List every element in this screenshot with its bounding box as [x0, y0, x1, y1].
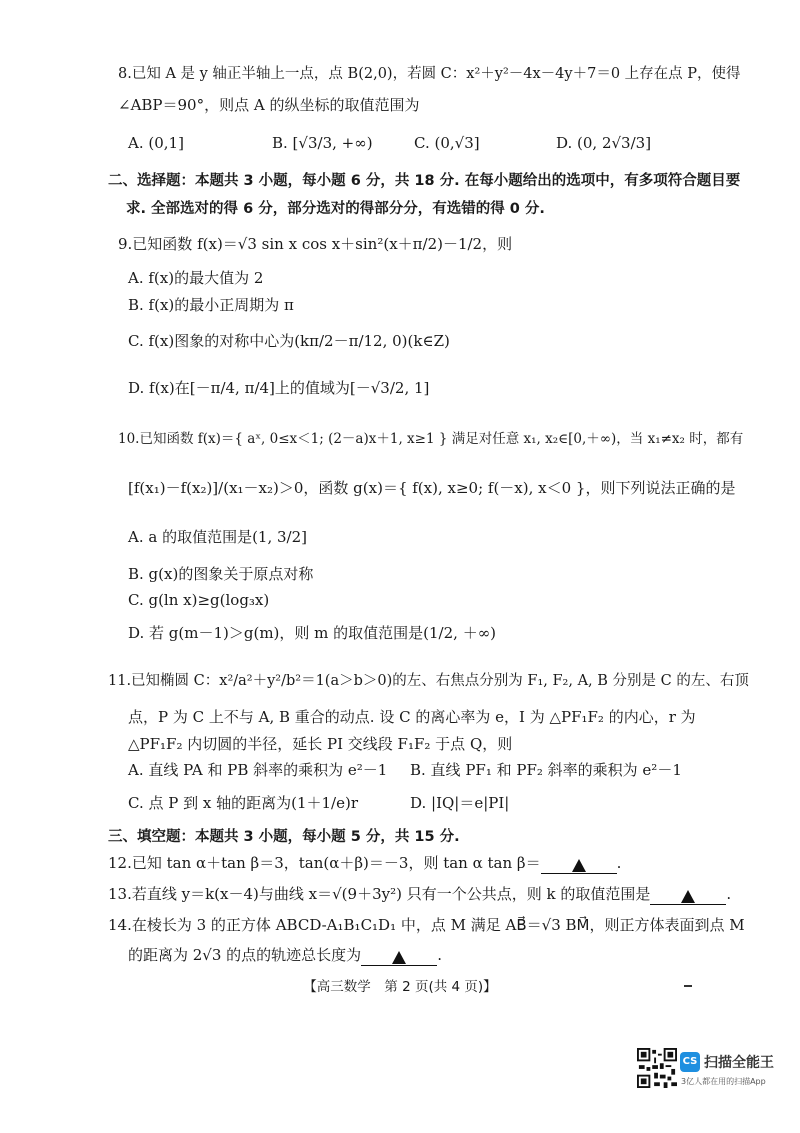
q10-stem-line2: [f(x₁)－f(x₂)]/(x₁－x₂)＞0，函数 g(x)＝{ f(x), x≥0; f(－x), x＜0 }，则下列说法正确的是 — [128, 479, 736, 497]
scanner-app-tagline: 3亿人都在用的扫描App — [681, 1077, 766, 1086]
q10-option-a: A. a 的取值范围是(1, 3/2] — [128, 528, 308, 546]
q8-option-b: B. [√3/3, +∞) — [272, 134, 373, 152]
q13-end: . — [726, 885, 732, 903]
q10-stem-line1: 10.已知函数 f(x)＝{ aˣ, 0≤x＜1; (2－a)x＋1, x≥1 } 满足对任意 x₁, x₂∈[0,＋∞)，当 x₁≠x₂ 时，都有 — [118, 431, 744, 447]
triangle-icon — [392, 951, 406, 964]
q12-text: 12.已知 tan α＋tan β＝3，tan(α＋β)＝－3，则 tan α tan β＝ — [108, 854, 541, 872]
q11-option-b: B. 直线 PF₁ 和 PF₂ 斜率的乘积为 e²－1 — [410, 761, 682, 779]
q10-option-b: B. g(x)的图象关于原点对称 — [128, 565, 314, 583]
section3-heading: 三、填空题：本题共 3 小题，每小题 5 分，共 15 分. — [108, 829, 460, 845]
q12-end: . — [616, 854, 622, 872]
q9-option-b: B. f(x)的最小正周期为 π — [128, 296, 294, 314]
q9-option-c: C. f(x)图象的对称中心为(kπ/2－π/12, 0)(k∈Z) — [128, 332, 450, 350]
q14-stem-line1: 14.在棱长为 3 的正方体 ABCD-A₁B₁C₁D₁ 中，点 M 满足 AB⃗＝√3 BM⃗，则正方体表面到点 M — [108, 916, 745, 934]
q12-stem — [108, 852, 621, 874]
section2-heading-line2: 求. 全部选对的得 6 分，部分选对的得部分分，有选错的得 0 分. — [126, 201, 545, 217]
q8-stem-line2: ∠ABP＝90°，则点 A 的纵坐标的取值范围为 — [118, 96, 420, 114]
q14-stem-line2 — [128, 944, 442, 966]
qr-code-icon — [637, 1048, 677, 1088]
q11-stem-line1: 11.已知椭圆 C：x²/a²＋y²/b²＝1(a＞b＞0)的左、右焦点分别为 F₁, F₂, A, B 分别是 C 的左、右顶 — [108, 673, 749, 689]
triangle-icon — [572, 859, 586, 872]
q9-stem: 9.已知函数 f(x)＝√3 sin x cos x＋sin²(x＋π/2)－1/2，则 — [118, 235, 513, 253]
q9-option-d: D. f(x)在[－π/4, π/4]上的值域为[－√3/2, 1] — [128, 379, 430, 397]
q14-answer-blank — [361, 947, 437, 966]
q11-stem-line2: 点，P 为 C 上不与 A, B 重合的动点. 设 C 的离心率为 e，I 为 △PF₁F₂ 的内心，r 为 — [128, 708, 696, 726]
q8-option-c: C. (0,√3] — [414, 134, 480, 152]
q11-option-c: C. 点 P 到 x 轴的距离为(1＋1/e)r — [128, 794, 358, 812]
q14-text: 的距离为 2√3 的点的轨迹总长度为 — [128, 946, 362, 964]
q13-stem — [108, 883, 731, 905]
q11-stem-line3: △PF₁F₂ 内切圆的半径，延长 PI 交线段 F₁F₂ 于点 Q，则 — [128, 735, 513, 753]
q12-answer-blank — [541, 855, 617, 874]
page-footer: 【高三数学 第 2 页(共 4 页)】 — [303, 979, 497, 995]
q10-option-c: C. g(ln x)≥g(log₃x) — [128, 591, 270, 609]
section2-heading-line1: 二、选择题：本题共 3 小题，每小题 6 分，共 18 分. 在每小题给出的选项中，有多项符合题目要 — [108, 173, 741, 189]
q13-answer-blank — [650, 886, 726, 905]
q8-stem-line1: 8.已知 A 是 y 轴正半轴上一点，点 B(2,0)，若圆 C：x²＋y²－4x－4y＋7＝0 上存在点 P，使得 — [118, 66, 741, 82]
triangle-icon — [681, 890, 695, 903]
q8-option-d: D. (0, 2√3/3] — [556, 134, 652, 152]
q14-end: . — [437, 946, 442, 964]
q13-text: 13.若直线 y＝k(x－4)与曲线 x＝√(9＋3y²) 只有一个公共点，则 k 的取值范围是 — [108, 885, 651, 903]
camscanner-logo-icon: CS — [680, 1052, 700, 1072]
q10-option-d: D. 若 g(m－1)＞g(m)，则 m 的取值范围是(1/2, ＋∞) — [128, 624, 497, 642]
q11-option-d: D. |IQ|＝e|PI| — [410, 794, 510, 812]
q11-option-a: A. 直线 PA 和 PB 斜率的乘积为 e²－1 — [128, 761, 388, 779]
q8-option-a: A. (0,1] — [128, 134, 184, 152]
scanner-app-name: 扫描全能王 — [704, 1055, 774, 1071]
footer-dash — [684, 985, 692, 987]
q9-option-a: A. f(x)的最大值为 2 — [128, 269, 264, 287]
